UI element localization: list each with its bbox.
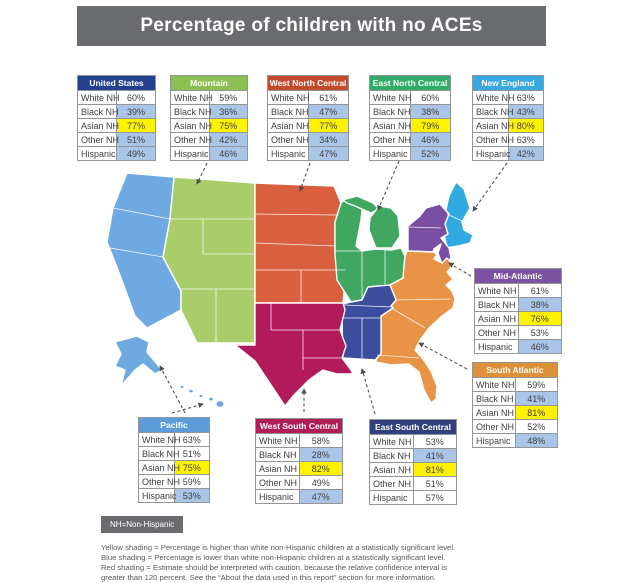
table-row bbox=[473, 406, 558, 420]
row-label: Asian NH bbox=[256, 462, 300, 476]
footnote-line: Yellow shading = Percentage is higher than white non-Hispanic children at a statistically significant level. bbox=[101, 543, 456, 552]
row-label: White NH bbox=[370, 91, 411, 105]
nh-legend-badge: NH=Non-Hispanic bbox=[101, 516, 183, 533]
value-cell: 53% bbox=[518, 326, 562, 340]
arrow-to-east-north-central bbox=[378, 161, 399, 210]
value-cell: 75% bbox=[174, 461, 210, 475]
row-label: Other NH bbox=[78, 133, 117, 147]
table-row bbox=[370, 105, 451, 119]
region-table-title-mid-atlantic: Mid-Atlantic bbox=[475, 269, 562, 284]
region-table-title-west-north-central: West North Central bbox=[268, 76, 349, 91]
row-label: Black NH bbox=[370, 105, 411, 119]
table-row bbox=[256, 476, 343, 490]
value-cell: 77% bbox=[308, 119, 349, 133]
table-row bbox=[139, 433, 210, 447]
table-row bbox=[139, 447, 210, 461]
row-label: Black NH bbox=[473, 105, 509, 119]
table-row bbox=[139, 475, 210, 489]
value-cell: 60% bbox=[117, 91, 156, 105]
value-cell: 79% bbox=[410, 119, 451, 133]
row-label: Hispanic bbox=[256, 490, 300, 504]
value-cell: 63% bbox=[508, 91, 544, 105]
row-label: Other NH bbox=[473, 133, 509, 147]
region-table-title-east-south-central: East South Central bbox=[370, 420, 457, 435]
value-cell: 34% bbox=[308, 133, 349, 147]
value-cell: 59% bbox=[209, 91, 248, 105]
row-label: White NH bbox=[475, 284, 519, 298]
region-table-title-east-north-central: East North Central bbox=[370, 76, 451, 91]
row-label: Hispanic bbox=[475, 340, 519, 354]
value-cell: 47% bbox=[308, 147, 349, 161]
row-label: White NH bbox=[171, 91, 210, 105]
value-cell: 41% bbox=[413, 449, 457, 463]
value-cell: 81% bbox=[413, 463, 457, 477]
region-table-title-west-south-central: West South Central bbox=[256, 419, 343, 434]
row-label: Other NH bbox=[370, 133, 411, 147]
row-label: Asian NH bbox=[78, 119, 117, 133]
value-cell: 46% bbox=[518, 340, 562, 354]
table-row bbox=[475, 312, 562, 326]
table-row bbox=[370, 449, 457, 463]
table-row bbox=[473, 434, 558, 448]
value-cell: 51% bbox=[117, 133, 156, 147]
row-label: Hispanic bbox=[473, 147, 509, 161]
value-cell: 76% bbox=[518, 312, 562, 326]
value-cell: 57% bbox=[413, 491, 457, 505]
value-cell: 36% bbox=[209, 105, 248, 119]
table-row bbox=[473, 392, 558, 406]
value-cell: 81% bbox=[515, 406, 558, 420]
footnotes bbox=[101, 543, 591, 583]
table-row bbox=[256, 448, 343, 462]
table-row bbox=[78, 147, 156, 161]
table-row bbox=[171, 105, 248, 119]
value-cell: 47% bbox=[308, 105, 349, 119]
value-cell: 38% bbox=[410, 105, 451, 119]
row-label: Asian NH bbox=[473, 406, 516, 420]
value-cell: 41% bbox=[515, 392, 558, 406]
value-cell: 77% bbox=[117, 119, 156, 133]
row-label: Asian NH bbox=[370, 119, 411, 133]
arrow-to-hawaii bbox=[172, 404, 203, 413]
table-row bbox=[473, 119, 544, 133]
row-label: Black NH bbox=[475, 298, 519, 312]
table-row bbox=[268, 119, 349, 133]
row-label: Black NH bbox=[78, 105, 117, 119]
arrow-to-new-england bbox=[473, 163, 507, 211]
value-cell: 47% bbox=[299, 490, 343, 504]
table-row bbox=[268, 147, 349, 161]
row-label: Other NH bbox=[473, 420, 516, 434]
table-row bbox=[475, 326, 562, 340]
table-row bbox=[256, 490, 343, 504]
value-cell: 52% bbox=[410, 147, 451, 161]
row-label: Black NH bbox=[370, 449, 414, 463]
row-label: Asian NH bbox=[171, 119, 210, 133]
footnote-line: greater than 120 percent. See the “About the data used in this report” section for more information. bbox=[101, 573, 437, 582]
value-cell: 52% bbox=[515, 420, 558, 434]
row-label: White NH bbox=[139, 433, 175, 447]
row-label: Other NH bbox=[370, 477, 414, 491]
table-row bbox=[171, 119, 248, 133]
value-cell: 39% bbox=[117, 105, 156, 119]
map-region-alaska bbox=[115, 336, 162, 386]
value-cell: 46% bbox=[410, 133, 451, 147]
table-row bbox=[139, 489, 210, 503]
table-row bbox=[268, 105, 349, 119]
table-row bbox=[370, 119, 451, 133]
map-region-west-north-central bbox=[255, 183, 346, 303]
value-cell: 82% bbox=[299, 462, 343, 476]
table-row bbox=[256, 462, 343, 476]
row-label: Hispanic bbox=[268, 147, 309, 161]
region-table-pacific bbox=[138, 417, 210, 503]
region-table-mountain bbox=[170, 75, 248, 161]
row-label: Hispanic bbox=[171, 147, 210, 161]
table-row bbox=[78, 91, 156, 105]
region-table-title-new-england: New England bbox=[473, 76, 544, 91]
table-row bbox=[256, 434, 343, 448]
arrow-to-east-south-central bbox=[362, 369, 375, 414]
row-label: White NH bbox=[473, 378, 516, 392]
row-label: White NH bbox=[268, 91, 309, 105]
page-title: Percentage of children with no ACEs bbox=[77, 6, 546, 46]
table-row bbox=[171, 147, 248, 161]
region-table-east-south-central bbox=[369, 419, 457, 505]
table-row bbox=[473, 420, 558, 434]
table-row bbox=[268, 133, 349, 147]
row-label: Black NH bbox=[171, 105, 210, 119]
table-row bbox=[370, 133, 451, 147]
region-table-west-south-central bbox=[255, 418, 343, 504]
row-label: Hispanic bbox=[473, 434, 516, 448]
row-label: Other NH bbox=[475, 326, 519, 340]
region-table-title-united-states: United States bbox=[78, 76, 156, 91]
value-cell: 80% bbox=[508, 119, 544, 133]
arrow-to-alaska bbox=[160, 366, 185, 413]
table-row bbox=[139, 461, 210, 475]
region-table-west-north-central bbox=[267, 75, 349, 161]
table-row bbox=[171, 91, 248, 105]
row-label: Hispanic bbox=[139, 489, 175, 503]
table-row bbox=[78, 105, 156, 119]
row-label: Asian NH bbox=[139, 461, 175, 475]
row-label: Black NH bbox=[473, 392, 516, 406]
row-label: White NH bbox=[473, 91, 509, 105]
row-label: Asian NH bbox=[475, 312, 519, 326]
value-cell: 51% bbox=[413, 477, 457, 491]
table-row bbox=[473, 105, 544, 119]
value-cell: 75% bbox=[209, 119, 248, 133]
value-cell: 58% bbox=[299, 434, 343, 448]
table-row bbox=[475, 284, 562, 298]
row-label: Asian NH bbox=[473, 119, 509, 133]
table-row bbox=[370, 147, 451, 161]
region-table-title-mountain: Mountain bbox=[171, 76, 248, 91]
table-row bbox=[473, 147, 544, 161]
value-cell: 60% bbox=[410, 91, 451, 105]
value-cell: 48% bbox=[515, 434, 558, 448]
row-label: White NH bbox=[370, 435, 414, 449]
region-table-mid-atlantic bbox=[474, 268, 562, 354]
map-region-mountain bbox=[163, 177, 255, 343]
table-row bbox=[370, 435, 457, 449]
value-cell: 28% bbox=[299, 448, 343, 462]
value-cell: 59% bbox=[174, 475, 210, 489]
value-cell: 38% bbox=[518, 298, 562, 312]
value-cell: 53% bbox=[413, 435, 457, 449]
value-cell: 63% bbox=[508, 133, 544, 147]
region-table-new-england bbox=[472, 75, 544, 161]
value-cell: 59% bbox=[515, 378, 558, 392]
value-cell: 61% bbox=[308, 91, 349, 105]
row-label: Black NH bbox=[256, 448, 300, 462]
row-label: Hispanic bbox=[370, 491, 414, 505]
table-row bbox=[473, 378, 558, 392]
table-row bbox=[473, 133, 544, 147]
row-label: Black NH bbox=[139, 447, 175, 461]
value-cell: 42% bbox=[508, 147, 544, 161]
row-label: Asian NH bbox=[370, 463, 414, 477]
table-row bbox=[78, 119, 156, 133]
region-table-title-pacific: Pacific bbox=[139, 418, 210, 433]
table-row bbox=[78, 133, 156, 147]
value-cell: 53% bbox=[174, 489, 210, 503]
row-label: Hispanic bbox=[370, 147, 411, 161]
value-cell: 49% bbox=[299, 476, 343, 490]
value-cell: 46% bbox=[209, 147, 248, 161]
table-row bbox=[370, 477, 457, 491]
row-label: Black NH bbox=[268, 105, 309, 119]
row-label: Other NH bbox=[171, 133, 210, 147]
map-region-michigan-lower bbox=[369, 206, 400, 248]
value-cell: 43% bbox=[508, 105, 544, 119]
table-row bbox=[473, 91, 544, 105]
value-cell: 42% bbox=[209, 133, 248, 147]
table-row bbox=[475, 340, 562, 354]
footnote-line: Blue shading = Percentage is lower than white non-Hispanic children at a statistically significant level. bbox=[101, 553, 446, 562]
row-label: Other NH bbox=[256, 476, 300, 490]
region-table-united-states bbox=[77, 75, 156, 161]
row-label: Other NH bbox=[268, 133, 309, 147]
table-row bbox=[370, 91, 451, 105]
value-cell: 61% bbox=[518, 284, 562, 298]
row-label: Other NH bbox=[139, 475, 175, 489]
region-table-south-atlantic bbox=[472, 362, 558, 448]
value-cell: 51% bbox=[174, 447, 210, 461]
table-row bbox=[171, 133, 248, 147]
region-table-east-north-central bbox=[369, 75, 451, 161]
table-row bbox=[370, 491, 457, 505]
table-row bbox=[370, 463, 457, 477]
footnote-line: Red shading = Estimate should be interpreted with caution, because the relative confidence interval is bbox=[101, 563, 447, 572]
row-label: Asian NH bbox=[268, 119, 309, 133]
row-label: White NH bbox=[78, 91, 117, 105]
region-table-title-south-atlantic: South Atlantic bbox=[473, 363, 558, 378]
value-cell: 63% bbox=[174, 433, 210, 447]
table-row bbox=[268, 91, 349, 105]
table-row bbox=[475, 298, 562, 312]
row-label: White NH bbox=[256, 434, 300, 448]
value-cell: 49% bbox=[117, 147, 156, 161]
map-region-hawaii bbox=[180, 385, 224, 407]
row-label: Hispanic bbox=[78, 147, 117, 161]
